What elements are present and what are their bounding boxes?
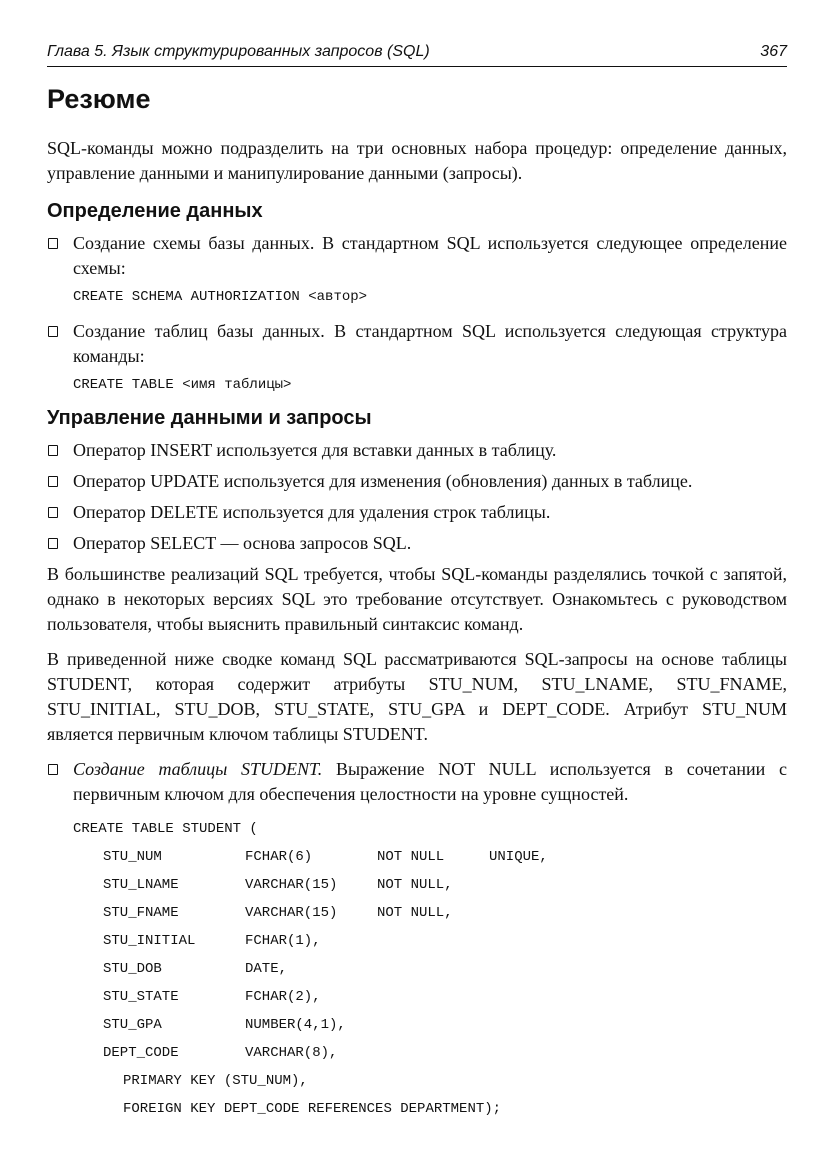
sql-cell: NOT NULL, [377, 877, 453, 893]
sql-cell: VARCHAR(8), [245, 1045, 338, 1061]
sql-cell: FCHAR(6) [245, 849, 313, 865]
sql-cell: VARCHAR(15) [245, 905, 338, 921]
paragraph-semicolon: В большинстве реализаций SQL требуется, чтобы SQL-команды разделялись точкой с запятой, однако в некоторых версиях SQL это требование отсутствует. Ознакомьтесь с руководством пользователя, чтобы выяснить правильный синтаксис команд. [47, 564, 787, 634]
sql-cell [489, 1011, 548, 1039]
sql-open-line: CREATE TABLE STUDENT ( [73, 821, 258, 837]
sql-cell [377, 983, 489, 1011]
bullet-text: Оператор INSERT используется для вставки данных в таблицу. [73, 440, 557, 460]
checkbox-bullet-icon [48, 764, 58, 775]
sql-column-row [103, 843, 548, 871]
sql-cell: FCHAR(1), [245, 933, 321, 949]
sql-cell [489, 1039, 548, 1067]
intro-paragraph: SQL-команды можно подразделить на три основных набора процедур: определение данных, управление данными и манипулирование данными (запросы). [47, 138, 787, 183]
section-heading-data-management: Управление данными и запросы [47, 407, 372, 429]
sql-cell: STU_GPA [103, 1017, 162, 1033]
sql-column-row [103, 899, 548, 927]
chapter-title: Глава 5. Язык структурированных запросов (SQL) [47, 43, 430, 60]
content-flow [47, 136, 787, 1123]
running-header [47, 40, 787, 67]
sql-cell [377, 1039, 489, 1067]
code-snippet: CREATE TABLE <имя таблицы> [73, 377, 292, 393]
bullet-text: Создание схемы базы данных. В стандартном SQL используется следующее определение схемы: [73, 233, 787, 278]
bullet-text: Оператор DELETE используется для удаления строк таблицы. [73, 502, 551, 522]
bullet-text: Оператор UPDATE используется для изменения (обновления) данных в таблице. [73, 471, 693, 491]
bullet-rest: Выражение NOT NULL используется в сочетании с первичным ключом для обеспечения целостности на уровне сущностей. [73, 759, 787, 804]
sql-cell: NOT NULL [377, 849, 445, 865]
checkbox-bullet-icon [48, 476, 58, 487]
bullet-item [47, 319, 787, 393]
sql-cell: DEPT_CODE [103, 1045, 179, 1061]
sql-column-row [103, 983, 548, 1011]
sql-cell: STU_DOB [103, 961, 162, 977]
sql-column-table [103, 843, 548, 1067]
checkbox-bullet-icon [48, 238, 58, 249]
bullet-item-create-student [47, 757, 787, 807]
page-number: 367 [760, 43, 787, 60]
sql-code-block [73, 815, 787, 1123]
checkbox-bullet-icon [48, 538, 58, 549]
sql-cell [489, 955, 548, 983]
bullet-item [47, 531, 787, 556]
sql-cell: STU_LNAME [103, 877, 179, 893]
bullet-item [47, 469, 787, 494]
sql-cell [377, 927, 489, 955]
bullet-item [47, 438, 787, 463]
sql-primary-key-line: PRIMARY KEY (STU_NUM), [123, 1073, 308, 1089]
sql-cell [489, 871, 548, 899]
bullet-lead: Создание таблицы STUDENT. [73, 759, 323, 779]
code-snippet: CREATE SCHEMA AUTHORIZATION <автор> [73, 289, 368, 305]
sql-column-row [103, 1039, 548, 1067]
sql-cell [489, 927, 548, 955]
bullet-item [47, 231, 787, 305]
sql-cell [489, 899, 548, 927]
bullet-text: Создание таблиц базы данных. В стандартном SQL используется следующая структура команды: [73, 321, 787, 366]
sql-cell: STU_NUM [103, 849, 162, 865]
sql-cell: STU_INITIAL [103, 933, 196, 949]
bullet-item [47, 500, 787, 525]
sql-cell: NOT NULL, [377, 905, 453, 921]
sql-cell [377, 955, 489, 983]
sql-foreign-key-line: FOREIGN KEY DEPT_CODE REFERENCES DEPARTMENT); [123, 1101, 502, 1117]
sql-cell: NUMBER(4,1), [245, 1017, 346, 1033]
sql-column-row [103, 1011, 548, 1039]
sql-cell: VARCHAR(15) [245, 877, 338, 893]
paragraph-student-table: В приведенной ниже сводке команд SQL рассматриваются SQL-запросы на основе таблицы STUDENT, которая содержит атрибуты STU_NUM, STU_LNAME, STU_FNAME, STU_INITIAL, STU_DOB, STU_STATE, STU_GPA и DEPT_CODE. Атрибут STU_NUM является первичным ключом таблицы STUDENT. [47, 649, 787, 744]
checkbox-bullet-icon [48, 326, 58, 337]
sql-column-row [103, 927, 548, 955]
checkbox-bullet-icon [48, 445, 58, 456]
sql-column-row [103, 955, 548, 983]
sql-cell: STU_STATE [103, 989, 179, 1005]
section-heading-data-definition: Определение данных [47, 200, 263, 222]
checkbox-bullet-icon [48, 507, 58, 518]
sql-cell: UNIQUE, [489, 849, 548, 865]
page-title: Резюме [47, 84, 151, 114]
sql-column-row [103, 871, 548, 899]
sql-cell: DATE, [245, 961, 288, 977]
sql-cell: STU_FNAME [103, 905, 179, 921]
bullet-text: Оператор SELECT — основа запросов SQL. [73, 533, 412, 553]
sql-cell: FCHAR(2), [245, 989, 321, 1005]
sql-cell [377, 1011, 489, 1039]
bullet-text [73, 757, 787, 807]
sql-cell [489, 983, 548, 1011]
